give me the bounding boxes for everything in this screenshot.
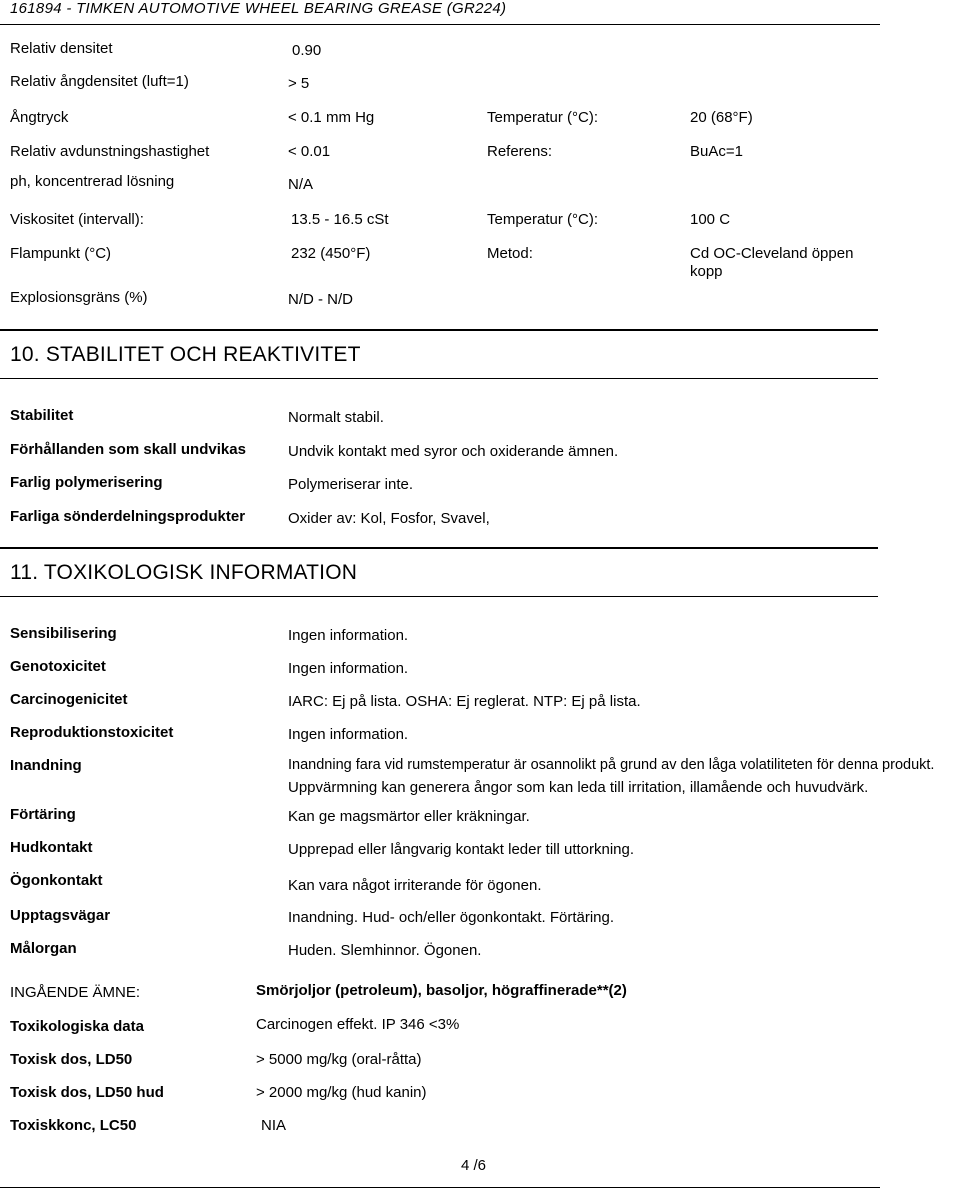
section-11-value: Kan vara något irriterande för ögonen. <box>288 877 542 894</box>
section-10-value: Undvik kontakt med syror och oxiderande ämnen. <box>288 443 619 460</box>
section-10-value: Oxider av: Kol, Fosfor, Svavel, <box>288 510 490 527</box>
section-11-label: Målorgan <box>10 940 77 957</box>
section-11-value: Kan ge magsmärtor eller kräkningar. <box>288 808 530 825</box>
property-value: > 5 <box>288 75 310 92</box>
ingredient-data-label: Toxisk dos, LD50 hud <box>10 1084 164 1101</box>
ingredient-name: Smörjoljor (petroleum), basoljor, högraffinerade**(2) <box>256 982 627 999</box>
property-sub-value: BuAc=1 <box>690 143 743 160</box>
ingredient-data-value: Carcinogen effekt. IP 346 <3% <box>256 1016 460 1033</box>
section-11-label: Inandning <box>10 757 82 774</box>
property-sub-value: Cd OC-Cleveland öppen <box>690 245 854 262</box>
property-label: Relativ densitet <box>10 40 113 57</box>
property-sub-value: 20 (68°F) <box>690 109 753 126</box>
section-11-title: 11. TOXIKOLOGISK INFORMATION <box>10 561 358 584</box>
property-value: 232 (450°F) <box>291 245 371 262</box>
section-11-value: Inandning fara vid rumstemperatur är osannolikt på grund av den låga volatiliteten för denna produkt. <box>288 757 935 773</box>
property-sub-label: Temperatur (°C): <box>487 211 599 228</box>
section-11-value: Upprepad eller långvarig kontakt leder till uttorkning. <box>288 841 635 858</box>
document-header-title: 161894 - TIMKEN AUTOMOTIVE WHEEL BEARING GREASE (GR224) <box>10 0 507 17</box>
property-label: Explosionsgräns (%) <box>10 289 148 306</box>
property-label: Viskositet (intervall): <box>10 211 144 228</box>
property-sub-label: Referens: <box>487 143 553 160</box>
page-number: 4 /6 <box>461 1157 487 1174</box>
section-10-label: Förhållanden som skall undvikas <box>10 441 246 458</box>
section-11-label: Genotoxicitet <box>10 658 106 675</box>
section-divider-bottom <box>0 378 878 379</box>
property-label: Relativ ångdensitet (luft=1) <box>10 73 189 90</box>
section-10-value: Normalt stabil. <box>288 409 384 426</box>
property-value: 13.5 - 16.5 cSt <box>291 211 389 228</box>
section-11-value: IARC: Ej på lista. OSHA: Ej reglerat. NTP: Ej på lista. <box>288 693 641 710</box>
section-11-value: Ingen information. <box>288 726 409 743</box>
ingredient-label: INGÅENDE ÄMNE: <box>10 984 141 1001</box>
ingredient-data-value: NIA <box>261 1117 287 1134</box>
section-10-label: Farliga sönderdelningsprodukter <box>10 508 246 525</box>
property-value: 0.90 <box>292 42 322 59</box>
property-sub-value: 100 C <box>690 211 731 228</box>
property-value: N/A <box>288 176 314 193</box>
property-value: N/D - N/D <box>288 291 353 308</box>
ingredient-data-value: > 5000 mg/kg (oral-råtta) <box>256 1051 422 1068</box>
section-11-value: Inandning. Hud- och/eller ögonkontakt. Förtäring. <box>288 909 615 926</box>
property-value: < 0.01 <box>288 143 331 160</box>
property-label: Ångtryck <box>10 109 69 126</box>
property-label: Flampunkt (°C) <box>10 245 112 262</box>
section-11-label: Ögonkontakt <box>10 872 103 889</box>
section-11-label: Upptagsvägar <box>10 907 111 924</box>
section-11-value: Huden. Slemhinnor. Ögonen. <box>288 942 482 959</box>
section-divider-top <box>0 547 878 549</box>
section-divider-bottom <box>0 596 878 597</box>
footer-divider <box>0 1187 880 1188</box>
section-11-label: Hudkontakt <box>10 839 93 856</box>
section-11-value-cont: Uppvärmning kan generera ångor som kan leda till irritation, illamående och huvudvärk. <box>288 779 869 796</box>
section-11-label: Carcinogenicitet <box>10 691 128 708</box>
ingredient-data-label: Toxisk dos, LD50 <box>10 1051 133 1068</box>
section-11-value: Ingen information. <box>288 660 409 677</box>
section-10-label: Stabilitet <box>10 407 74 424</box>
section-divider-top <box>0 329 878 331</box>
ingredient-data-value: > 2000 mg/kg (hud kanin) <box>256 1084 427 1101</box>
header-divider <box>0 24 880 25</box>
section-11-label: Reproduktionstoxicitet <box>10 724 174 741</box>
property-label: Relativ avdunstningshastighet <box>10 143 210 160</box>
property-sub-label: Metod: <box>487 245 533 262</box>
section-11-value: Ingen information. <box>288 627 409 644</box>
section-11-label: Sensibilisering <box>10 625 117 642</box>
section-10-title: 10. STABILITET OCH REAKTIVITET <box>10 343 361 366</box>
ingredient-data-label: Toxiskkonc, LC50 <box>10 1117 137 1134</box>
section-10-value: Polymeriserar inte. <box>288 476 414 493</box>
section-10-label: Farlig polymerisering <box>10 474 163 491</box>
property-label: ph, koncentrerad lösning <box>10 173 175 190</box>
section-11-label: Förtäring <box>10 806 76 823</box>
property-sub-label: Temperatur (°C): <box>487 109 599 126</box>
property-sub-value-cont: kopp <box>690 263 723 280</box>
ingredient-data-label: Toxikologiska data <box>10 1018 144 1035</box>
property-value: < 0.1 mm Hg <box>288 109 375 126</box>
